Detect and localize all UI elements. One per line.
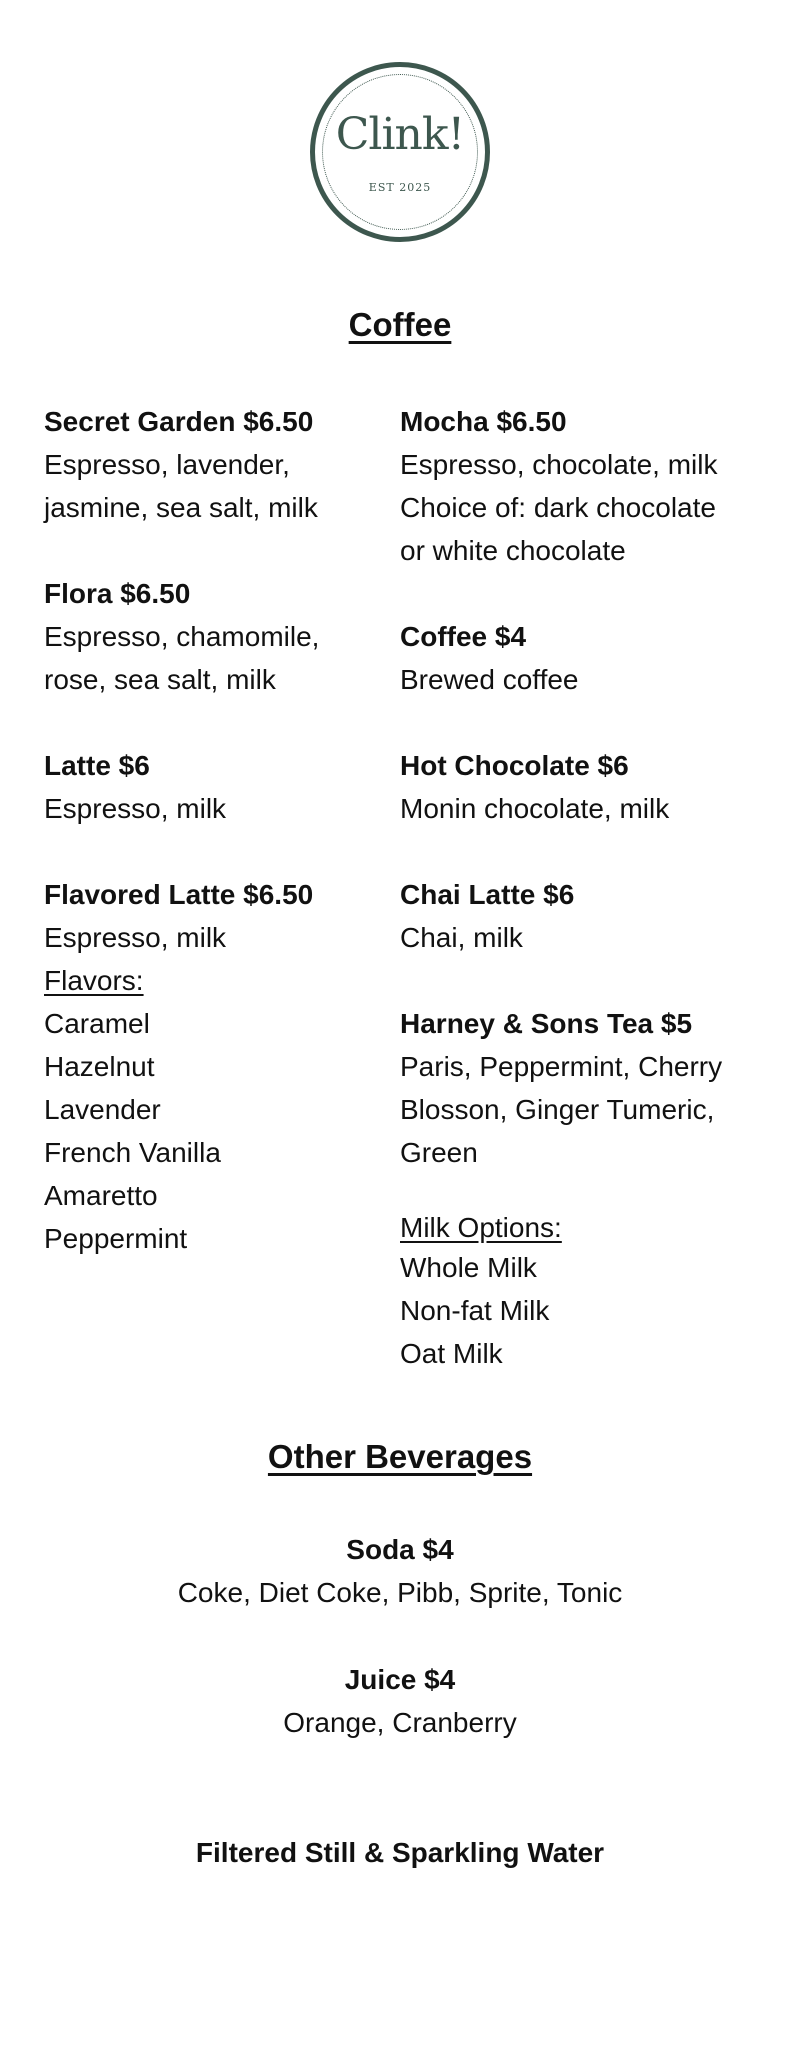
menu-item-title: Juice $4 — [344, 1664, 456, 1695]
menu-item-title: Latte $6 — [44, 750, 150, 781]
filtered-water-item — [0, 1831, 800, 1874]
menu-item-juice — [0, 1658, 800, 1744]
milk-options — [400, 1210, 790, 1375]
menu-item-desc: Green — [400, 1137, 478, 1168]
menu-item-title: Soda $4 — [346, 1534, 454, 1565]
menu-item-desc: Paris, Peppermint, Cherry — [400, 1051, 723, 1082]
flavor-option: French Vanilla — [44, 1137, 221, 1168]
menu-item-title: Mocha $6.50 — [400, 406, 567, 437]
menu-item-title: Coffee $4 — [400, 621, 527, 652]
milk-option: Whole Milk — [400, 1252, 537, 1283]
menu-item-harney-tea — [400, 1002, 790, 1174]
menu-item-title: Secret Garden $6.50 — [44, 406, 314, 437]
logo-established: EST 2025 — [368, 181, 432, 194]
menu-item-flavored-latte — [44, 873, 394, 1260]
flavor-option: Lavender — [44, 1094, 161, 1125]
menu-item-desc: Espresso, chocolate, milk — [400, 449, 718, 480]
flavor-option: Hazelnut — [44, 1051, 155, 1082]
menu-item-desc: Brewed coffee — [400, 664, 579, 695]
menu-item-hot-chocolate — [400, 744, 790, 830]
coffee-section-title: Coffee — [348, 306, 452, 343]
menu-item-desc: Orange, Cranberry — [283, 1707, 517, 1738]
menu-item-title: Flavored Latte $6.50 — [44, 879, 314, 910]
flavor-option: Amaretto — [44, 1180, 158, 1211]
flavor-option: Caramel — [44, 1008, 150, 1039]
menu-item-title: Chai Latte $6 — [400, 879, 575, 910]
milk-options-heading: Milk Options: — [400, 1212, 562, 1243]
menu-item-soda — [0, 1528, 800, 1614]
menu-item-flora — [44, 572, 394, 701]
menu-item-desc: or white chocolate — [400, 535, 626, 566]
logo-seal — [310, 62, 490, 242]
menu-item-coffee — [400, 615, 790, 701]
flavor-option: Peppermint — [44, 1223, 188, 1254]
menu-item-title: Filtered Still & Sparkling Water — [195, 1837, 605, 1868]
menu-item-desc: Choice of: dark chocolate — [400, 492, 716, 523]
menu-item-desc: Espresso, milk — [44, 793, 227, 824]
menu-item-desc: Espresso, lavender, — [44, 449, 290, 480]
coffee-right-column — [400, 400, 790, 1418]
flavors-heading: Flavors: — [44, 965, 144, 996]
menu-item-title: Harney & Sons Tea $5 — [400, 1008, 693, 1039]
menu-item-desc: rose, sea salt, milk — [44, 664, 276, 695]
menu-item-desc: Coke, Diet Coke, Pibb, Sprite, Tonic — [177, 1577, 623, 1608]
menu-item-title: Hot Chocolate $6 — [400, 750, 629, 781]
menu-item-desc: Espresso, milk — [44, 922, 227, 953]
other-beverages-title: Other Beverages — [267, 1438, 533, 1475]
menu-item-desc: Blosson, Ginger Tumeric, — [400, 1094, 715, 1125]
menu-item-mocha — [400, 400, 790, 572]
menu-item-desc: Monin chocolate, milk — [400, 793, 670, 824]
menu-item-latte — [44, 744, 394, 830]
menu-item-secret-garden — [44, 400, 394, 529]
menu-item-title: Flora $6.50 — [44, 578, 191, 609]
coffee-left-column — [44, 400, 394, 1303]
menu-item-desc: Chai, milk — [400, 922, 523, 953]
milk-option: Oat Milk — [400, 1338, 503, 1369]
logo-wordmark: Clink! — [335, 109, 465, 160]
menu-item-chai-latte — [400, 873, 790, 959]
milk-option: Non-fat Milk — [400, 1295, 550, 1326]
menu-item-desc: Espresso, chamomile, — [44, 621, 320, 652]
menu-item-desc: jasmine, sea salt, milk — [44, 492, 318, 523]
